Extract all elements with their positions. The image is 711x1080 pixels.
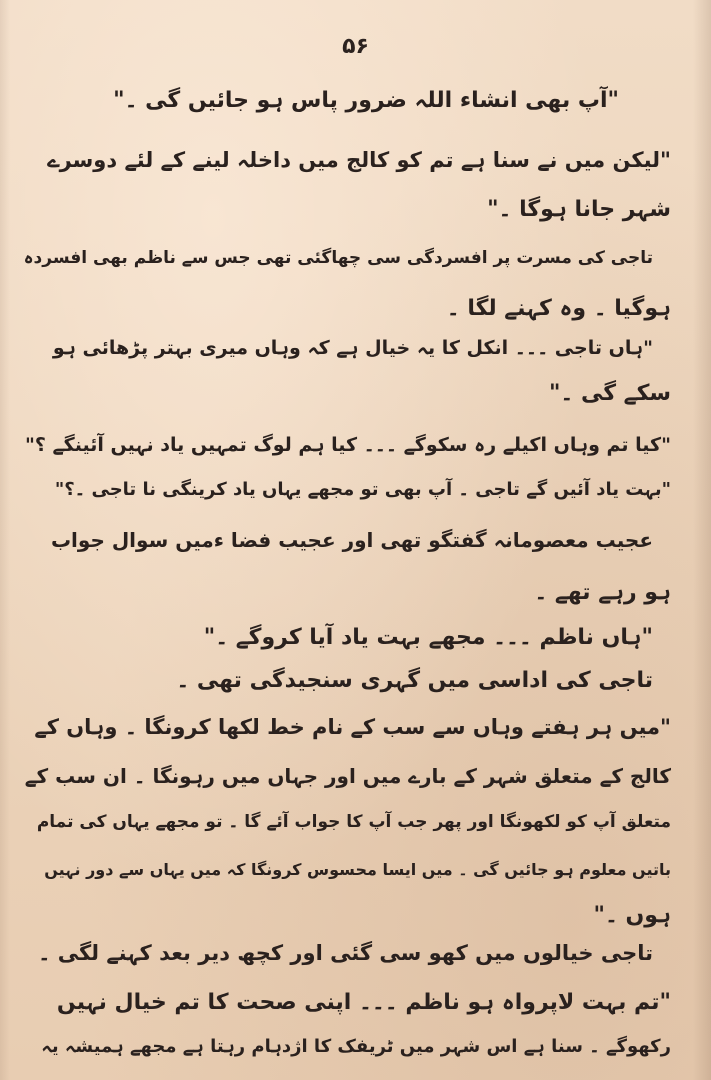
text-line-11: ہو رہے تھے ۔ xyxy=(534,580,671,605)
text-line-20: "تم بہت لاپرواہ ہو ناظم ۔۔۔ اپنی صحت کا تم خیال نہیں xyxy=(56,990,671,1015)
text-line-12: "ہاں ناظم ۔۔۔ مجھے بہت یاد آیا کروگے ۔" xyxy=(203,625,653,650)
text-line-4: تاجی کی مسرت پر افسردگی سی چھاگئی تھی جس سے ناظم بھی افسردہ xyxy=(23,248,653,268)
text-line-9: "بہت یاد آئیں گے تاجی ۔ آپ بھی تو مجھے یہاں یاد کرینگی نا تاجی ۔؟" xyxy=(54,479,671,500)
text-line-5: ہوگیا ۔ وہ کہنے لگا ۔ xyxy=(446,296,671,321)
page-number: ۵۶ xyxy=(342,34,369,59)
text-line-3: شہر جانا ہوگا ۔" xyxy=(487,197,671,222)
text-line-2: "لیکن میں نے سنا ہے تم کو کالج میں داخلہ لینے کے لئے دوسرے xyxy=(47,148,671,172)
text-line-18: ہوں ۔" xyxy=(593,903,671,928)
text-line-16: متعلق آپ کو لکھونگا اور پھر جب آپ کا جواب آئے گا ۔ تو مجھے یہاں کی تمام xyxy=(36,812,671,832)
text-line-1: "آپ بھی انشاء اللہ ضرور پاس ہو جائیں گی ۔" xyxy=(113,88,619,113)
text-line-10: عجیب معصومانہ گفتگو تھی اور عجیب فضا ءمیں سوال جواب xyxy=(50,528,653,552)
text-line-19: تاجی خیالوں میں کھو سی گئی اور کچھ دیر بعد کہنے لگی ۔ xyxy=(38,941,653,965)
text-line-8: "کیا تم وہاں اکیلے رہ سکوگے ۔۔۔ کیا ہم لوگ تمہیں یاد نہیں آئینگے ؟" xyxy=(24,434,671,456)
text-line-15: کالج کے متعلق شہر کے بارے میں اور جہاں میں رہونگا ۔ ان سب کے xyxy=(24,764,671,788)
text-line-21: رکھوگے ۔ سنا ہے اس شہر میں ٹریفک کا اژدہام رہتا ہے مجھے ہمیشہ یہ xyxy=(41,1036,671,1057)
text-line-14: "میں ہر ہفتے وہاں سے سب کے نام خط لکھا کرونگا ۔ وہاں کے xyxy=(34,715,671,739)
page-edge-shadow-right xyxy=(693,0,711,1080)
text-line-7: سکے گی ۔" xyxy=(548,381,671,406)
text-line-17: باتیں معلوم ہو جائیں گی ۔ میں ایسا محسوس کرونگا کہ میں یہاں سے دور نہیں xyxy=(44,860,671,879)
page-edge-shadow-left xyxy=(0,0,10,1080)
text-line-6: "ہاں تاجی ۔۔۔ انکل کا یہ خیال ہے کہ وہاں میری بہتر پڑھائی ہو xyxy=(52,337,653,359)
text-line-13: تاجی کی اداسی میں گہری سنجیدگی تھی ۔ xyxy=(176,668,653,693)
